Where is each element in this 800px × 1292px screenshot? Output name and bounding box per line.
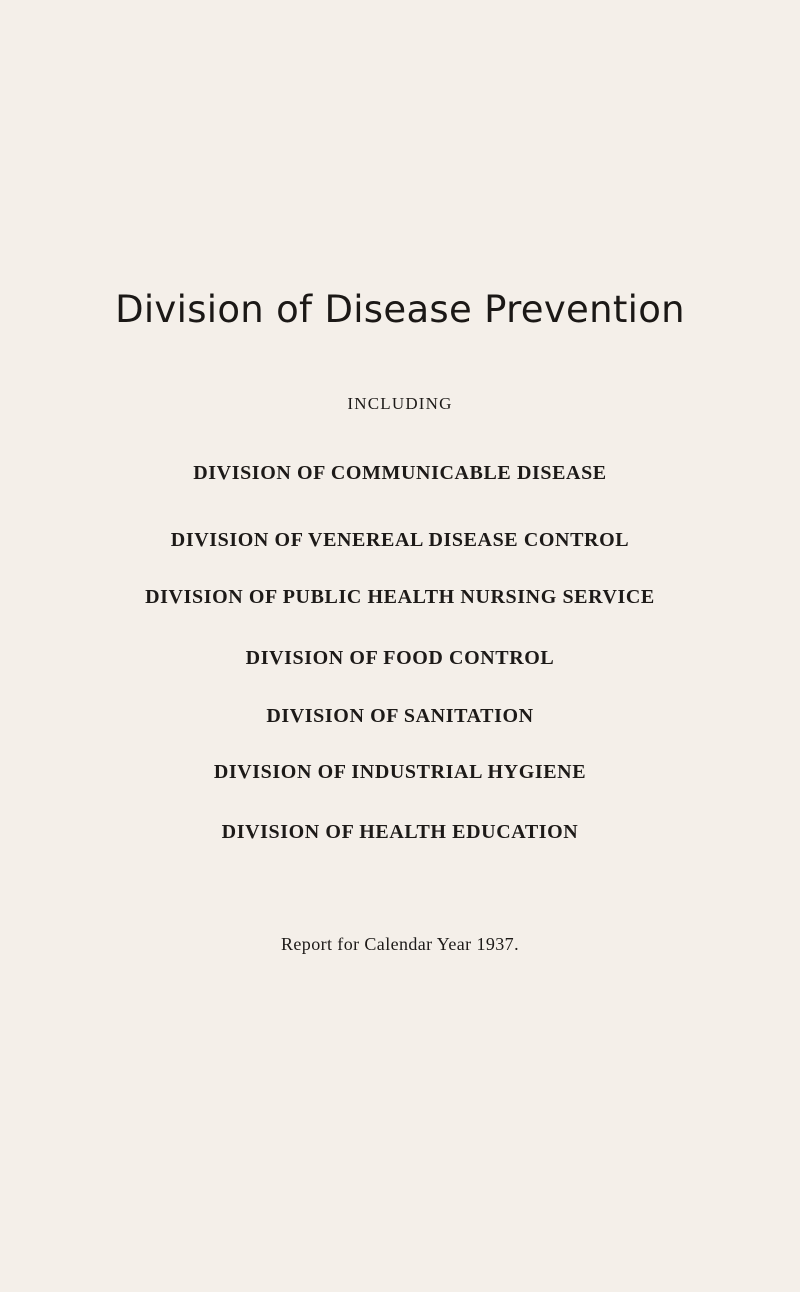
page-title: Division of Disease Prevention	[115, 288, 685, 331]
report-year-line: Report for Calendar Year 1937.	[281, 934, 519, 954]
division-item-venereal-disease-control: DIVISION OF VENEREAL DISEASE CONTROL	[170, 529, 630, 551]
division-item-sanitation: DIVISION OF SANITATION	[266, 705, 534, 727]
division-item-health-education: DIVISION OF HEALTH EDUCATION	[221, 821, 579, 843]
including-label: INCLUDING	[347, 394, 453, 413]
division-item-industrial-hygiene: DIVISION OF INDUSTRIAL HYGIENE	[213, 761, 587, 783]
division-item-communicable-disease: DIVISION OF COMMUNICABLE DISEASE	[193, 462, 607, 484]
division-item-food-control: DIVISION OF FOOD CONTROL	[245, 647, 555, 669]
division-item-public-health-nursing-service: DIVISION OF PUBLIC HEALTH NURSING SERVICE	[145, 586, 655, 608]
